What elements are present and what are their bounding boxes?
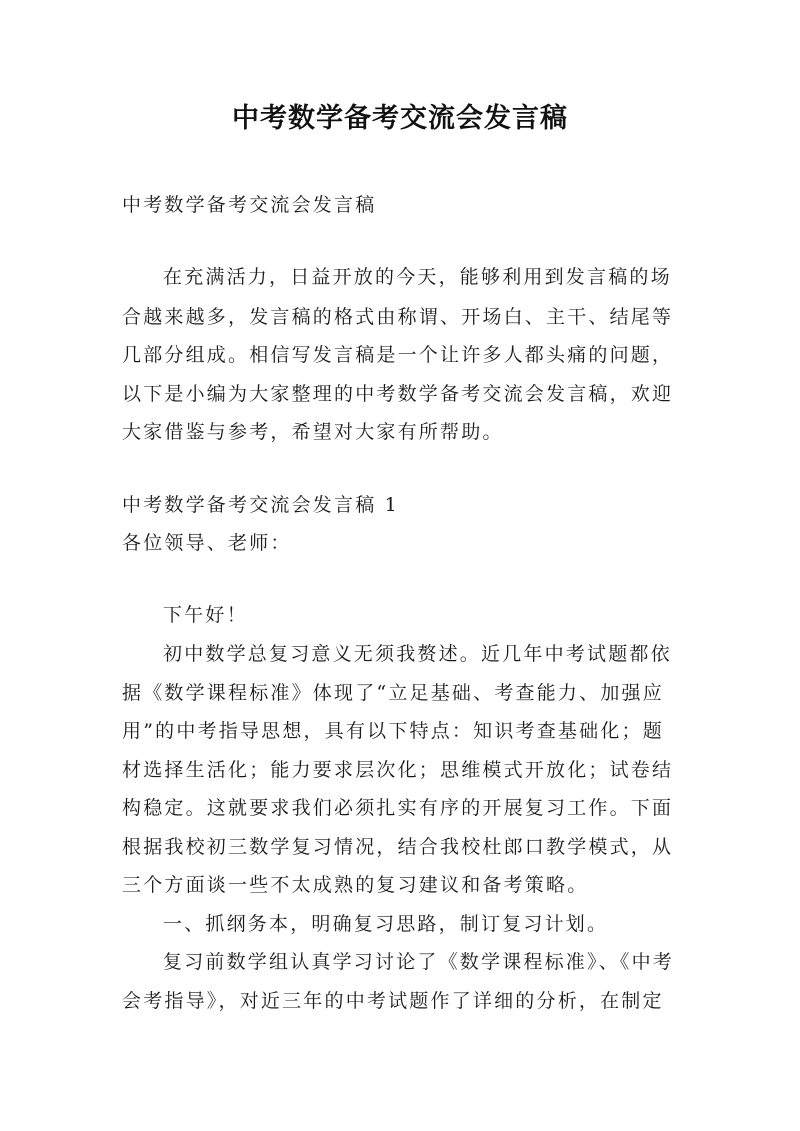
salutation: 各位领导、老师： bbox=[122, 532, 292, 554]
body-line: 材选择生活化；能力要求层次化；思维模式开放化；试卷结 bbox=[122, 759, 674, 781]
intro-line: 大家借鉴与参考，希望对大家有所帮助。 bbox=[122, 421, 504, 443]
intro-line: 以下是小编为大家整理的中考数学备考交流会发言稿，欢迎 bbox=[122, 383, 674, 405]
body-line: 会考指导》，对近三年的中考试题作了详细的分析，在制定 bbox=[122, 990, 664, 1012]
greeting: 下午好！ bbox=[163, 604, 248, 626]
body-line: 构稳定。这就要求我们必须扎实有序的开展复习工作。下面 bbox=[122, 797, 674, 819]
document-title: 中考数学备考交流会发言稿 bbox=[232, 103, 568, 134]
intro-line: 几部分组成。相信写发言稿是一个让许多人都头痛的问题， bbox=[122, 344, 674, 366]
section-heading: 中考数学备考交流会发言稿 1 bbox=[122, 494, 399, 516]
body-line: 三个方面谈一些不太成熟的复习建议和备考策略。 bbox=[122, 874, 589, 896]
intro-line: 合越来越多，发言稿的格式由称谓、开场白、主干、结尾等 bbox=[122, 306, 674, 328]
body-line: 初中数学总复习意义无须我赘述。近几年中考试题都依 bbox=[163, 643, 672, 665]
body-line: 一、抓纲务本，明确复习思路，制订复习计划。 bbox=[163, 913, 609, 935]
body-line: 据《数学课程标准》体现了“立足基础、考查能力、加强应 bbox=[122, 682, 664, 704]
intro-line: 在充满活力，日益开放的今天，能够利用到发言稿的场 bbox=[163, 266, 672, 288]
body-line: 根据我校初三数学复习情况，结合我校杜郎口教学模式，从 bbox=[122, 836, 674, 858]
body-line: 复习前数学组认真学习讨论了《数学课程标准》、《中考 bbox=[163, 951, 675, 973]
document-subtitle: 中考数学备考交流会发言稿 bbox=[122, 194, 377, 216]
body-line: 用”的中考指导思想，具有以下特点：知识考查基础化；题 bbox=[122, 720, 664, 742]
